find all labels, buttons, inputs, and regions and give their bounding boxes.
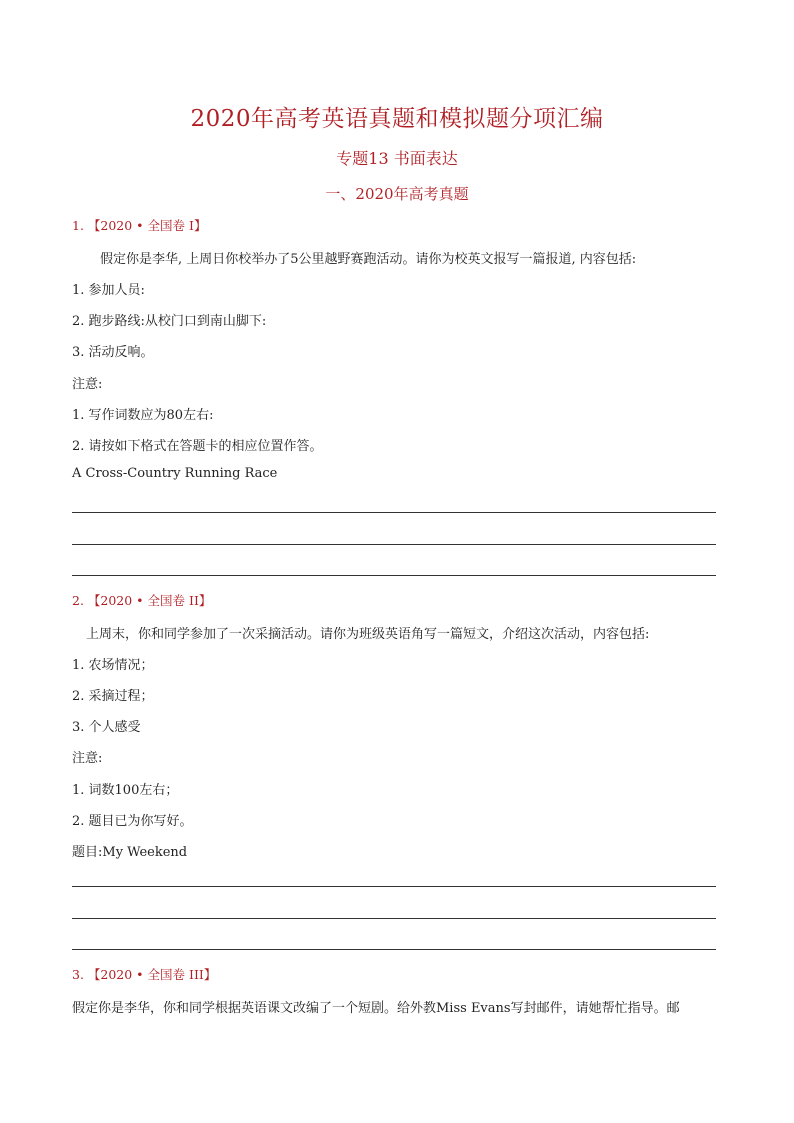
answer-line	[72, 575, 716, 576]
question-2-note-label: 注意:	[72, 751, 103, 766]
section-heading: 一、2020年高考真题	[325, 185, 469, 203]
question-3-intro: 假定你是李华，你和同学根据英语课文改编了一个短剧。给外教Miss Evans写封邮件，请她帮忙指导。邮	[72, 1001, 680, 1016]
answer-line	[72, 544, 716, 545]
answer-line	[72, 949, 716, 950]
answer-line	[72, 918, 716, 919]
question-1-point-3: 3. 活动反响。	[72, 345, 154, 360]
question-1-essay-title: A Cross-Country Running Race	[72, 466, 278, 481]
question-1-point-1: 1. 参加人员:	[72, 283, 145, 298]
question-2-heading: 2. 【2020 • 全国卷 II】	[72, 593, 212, 608]
question-2-intro: 上周末，你和同学参加了一次采摘活动。请你为班级英语角写一篇短文，介绍这次活动，内容包括:	[86, 627, 650, 642]
answer-line	[72, 512, 716, 513]
question-1-note-label: 注意:	[72, 377, 103, 392]
question-1-note-2: 2. 请按如下格式在答题卡的相应位置作答。	[72, 439, 323, 454]
question-1-heading: 1. 【2020 • 全国卷 I】	[72, 218, 207, 233]
question-2-note-1: 1. 词数100左右；	[72, 783, 179, 798]
question-2-note-2: 2. 题目已为你写好。	[72, 814, 193, 829]
question-1-note-1: 1. 写作词数应为80左右:	[72, 408, 214, 423]
question-1-point-2: 2. 跑步路线:从校门口到南山脚下:	[72, 314, 267, 329]
answer-line	[72, 886, 716, 887]
question-3-heading: 3. 【2020 • 全国卷 III】	[72, 967, 217, 982]
question-1-intro: 假定你是李华, 上周日你校举办了5公里越野赛跑活动。请你为校英文报写一篇报道, 内容包括:	[100, 252, 637, 267]
page-subtitle: 专题13 书面表达	[336, 149, 458, 168]
question-2-point-2: 2. 采摘过程；	[72, 689, 154, 704]
question-2-essay-title: 题目:My Weekend	[72, 845, 188, 860]
question-2-point-1: 1. 农场情况；	[72, 658, 154, 673]
page-title: 2020年高考英语真题和模拟题分项汇编	[190, 106, 604, 132]
question-2-point-3: 3. 个人感受	[72, 720, 141, 735]
